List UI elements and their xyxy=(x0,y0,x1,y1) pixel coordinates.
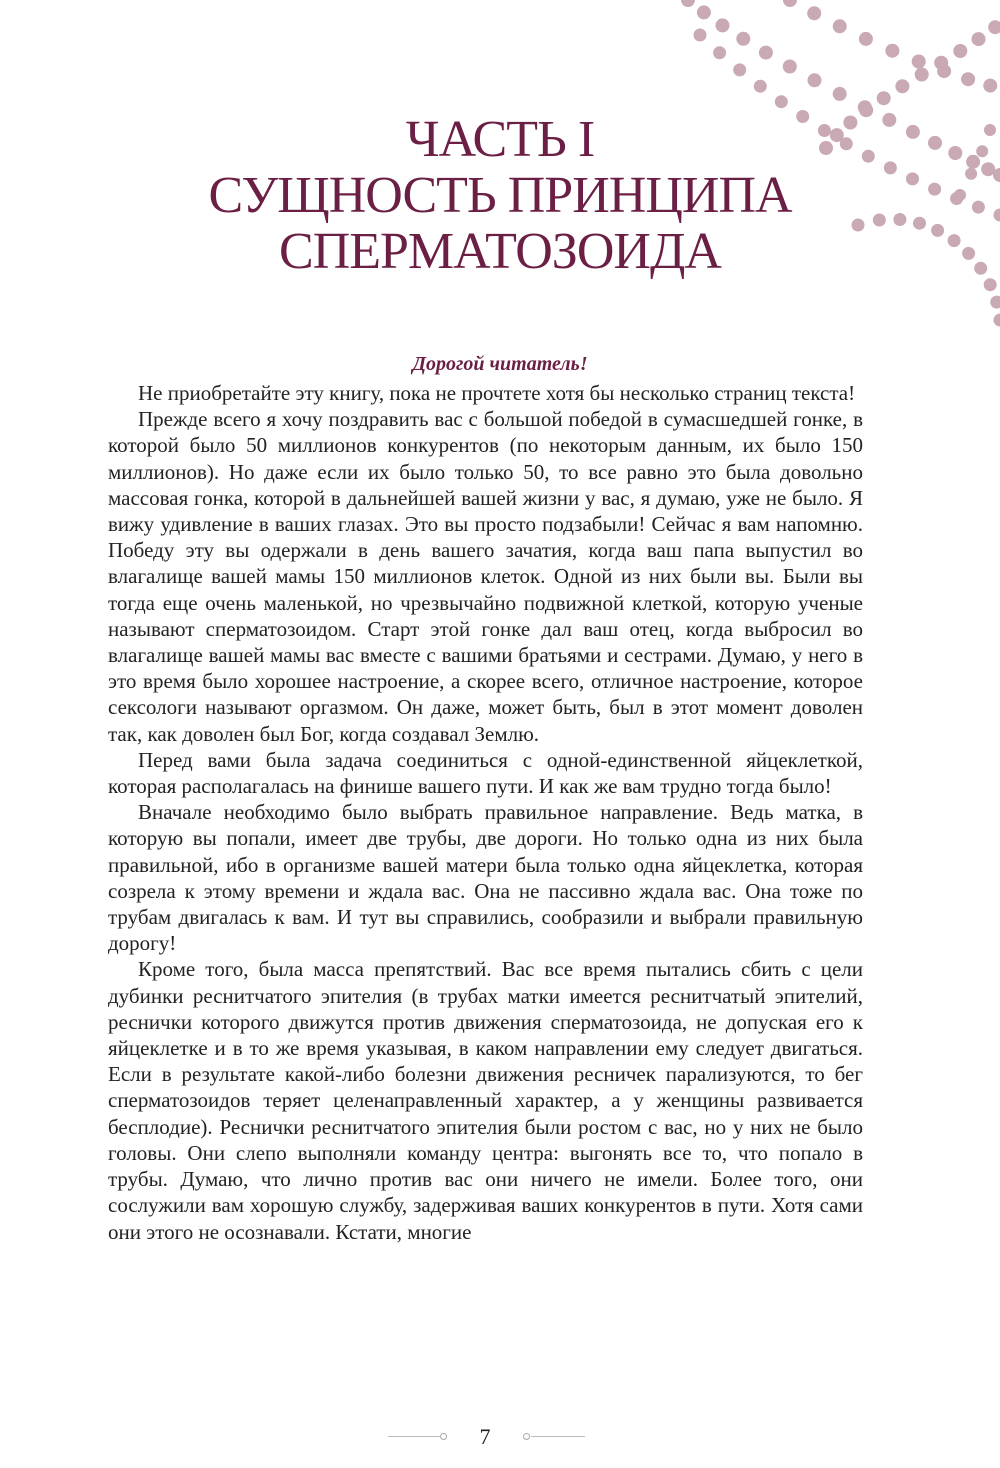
decorative-dot xyxy=(895,79,909,93)
decorative-dot xyxy=(934,56,948,70)
decorative-dot xyxy=(713,46,726,59)
decorative-dot xyxy=(697,5,711,19)
decorative-dot xyxy=(694,29,707,42)
decorative-dot xyxy=(754,80,767,93)
decorative-dot xyxy=(915,68,929,82)
decorative-dot xyxy=(961,72,975,86)
decorative-dot xyxy=(808,73,822,87)
decorative-dot xyxy=(994,314,1000,327)
paragraph: Перед вами была задача соединиться с одной-единственной яйцеклеткой, которая располагалась на финише вашего пути. И как же вам трудно тогда было! xyxy=(108,747,863,799)
decorative-dot xyxy=(833,87,847,101)
footer-rule-left xyxy=(388,1436,440,1437)
greeting-title: Дорогой читатель! xyxy=(412,353,588,375)
decorative-dot xyxy=(885,44,899,58)
decorative-dot xyxy=(759,46,773,60)
decorative-dot xyxy=(833,19,847,33)
paragraph: Кроме того, была масса препятствий. Вас все время пытались сбить с цели дубинки реснитчатого эпителия (в трубах матки имеется реснитчатый эпителий, реснички которого движутся против движения сперматозоида, не допуская его к яйцеклетке и в то же время указывая, в каком направлении ему следует двигаться. Если в результате какой-либо болезни движения ресничек парализуются, то бег сперматозоидов теряет целенаправленный характер, а у женщины развивается бесплодие). Реснички реснитчатого эпителия были ростом с вас, но у них не было головы. Они слепо выполняли команду центра: выгонять все то, что попало в трубы. Думаю, что лично против вас они ничего не имели. Более того, они сослужили вам хорошую службу, задерживая ваших конкурентов в пути. Хотя сами они этого не осознавали. Кстати, многие xyxy=(108,957,863,1244)
footer-ornament-dot xyxy=(440,1433,447,1440)
decorative-dot xyxy=(912,55,926,69)
paragraph: Вначале необходимо было выбрать правильное направление. Ведь матка, в которую вы попали, имеет две трубы, две дороги. Но только одна из них была правильной, ибо в организме вашей матери была только одна яйцеклетка, которая созрела к этому времени и ждала вас. Она не пассивно ждала вас. Она тоже по трубам двигалась к вам. И тут вы справились, сообразили и выбрали правильную дорогу! xyxy=(108,800,863,956)
chapter-heading-line: ЧАСТЬ I xyxy=(405,111,595,168)
chapter-heading-line: СУЩНОСТЬ ПРИНЦИПА xyxy=(208,167,792,224)
decorative-dot xyxy=(877,91,891,105)
decorative-dot xyxy=(988,20,1000,34)
paragraph: Прежде всего я хочу поздравить вас с большой победой в сумасшедшей гонке, в которой было 50 миллионов конкурентов (по некоторым данным, их было 150 миллионов). Но даже если их было только 50, то все равно это была довольно массовая гонка, которой в дальнейшей вашей жизни у вас, я думаю, уже не было. Я вижу удивление в ваших глазах. Это вы просто подзабыли! Сейчас я вам напомню. Победу эту вы одержали в день вашего зачатия, когда ваш папа выпустил во влагалище вашей мамы 150 миллионов клеток. Одной из них были вы. Были вы тогда еще очень маленькой, но чрезвычайно подвижной клеткой, которую ученые называют сперматозоидом. Старт этой гонке дал ваш отец, когда выбросил во влагалище вашей мамы вас вместе с вашими братьями и сестрами. Думаю, у него в это время было хорошее настроение, а скорее всего, отличное настроение, которое сексологи называют оргазмом. Он даже, может быть, был в этот момент доволен так, как доволен был Бог, когда создавал Землю. xyxy=(108,407,863,746)
page-number: 7 xyxy=(479,1424,491,1449)
decorative-dot xyxy=(783,0,797,7)
chapter-heading xyxy=(0,112,1000,280)
decorative-dot xyxy=(990,296,1000,309)
footer-ornament-dot xyxy=(523,1433,530,1440)
page-footer xyxy=(0,1418,1000,1458)
decorative-dot xyxy=(716,18,730,32)
decorative-dot xyxy=(807,6,821,20)
decorative-dot xyxy=(736,32,750,46)
decorative-dot xyxy=(953,44,967,58)
decorative-dot xyxy=(859,32,873,46)
body-text xyxy=(108,380,863,1245)
decorative-dot xyxy=(983,79,997,93)
decorative-dot xyxy=(972,32,986,46)
decorative-dot xyxy=(681,0,695,7)
decorative-dot xyxy=(984,278,997,291)
decorative-dot xyxy=(775,95,788,108)
decorative-dot xyxy=(733,63,746,76)
decorative-dot xyxy=(783,60,797,74)
footer-rule-right xyxy=(531,1436,585,1437)
chapter-heading-line: СПЕРМАТОЗОИДА xyxy=(279,223,721,280)
paragraph: Не приобретайте эту книгу, пока не прочтете хотя бы несколько страниц текста! xyxy=(138,381,856,405)
